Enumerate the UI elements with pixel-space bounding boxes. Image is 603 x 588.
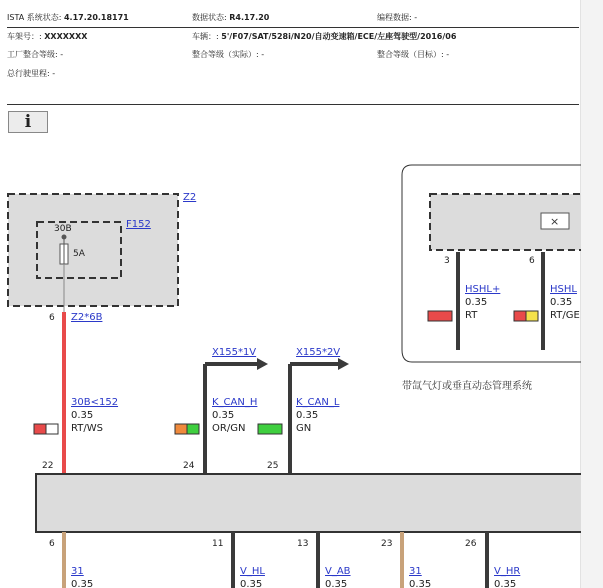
right-wire-b-swatch-red: [514, 311, 526, 321]
wire1-color-swatch-red: [34, 424, 46, 434]
bottom-pin-4-name[interactable]: 31: [409, 566, 422, 577]
wire3-color: GN: [296, 423, 312, 434]
wire2-pin: 24: [183, 461, 195, 471]
fuse-rating: 5A: [73, 249, 85, 259]
wire3-size: 0.35: [296, 410, 319, 421]
right-wire-a-size: 0.35: [465, 297, 488, 308]
wire1-name[interactable]: 30B<152: [71, 397, 119, 408]
z2-label[interactable]: Z2: [183, 192, 197, 203]
bottom-pin-4-size: 0.35: [409, 579, 432, 588]
bottom-pin-3-number: 13: [297, 539, 309, 549]
wire3-name[interactable]: K_CAN_L: [296, 397, 340, 408]
wire3-arrow: [338, 358, 349, 370]
fuse-terminal: 30B: [54, 224, 72, 234]
right-module-symbol-x: ×: [550, 215, 560, 228]
bottom-pin-4-number: 23: [381, 539, 393, 549]
wire2-arrow: [257, 358, 268, 370]
total-mileage: 总行驶里程: -: [7, 69, 56, 78]
f152-label[interactable]: F152: [126, 219, 151, 230]
bottom-pin-1-number: 6: [49, 539, 55, 549]
z2-pin-number: 6: [49, 313, 55, 323]
z2-connector-label[interactable]: Z2*6B: [71, 312, 103, 323]
programming-data: 编程数据: -: [377, 13, 418, 22]
vehicle-info: 车辆：: 5'/F07/SAT/528i/N20/自动变速箱/ECE/左座驾驶型/2016/06: [192, 32, 457, 41]
wire3-connector[interactable]: X155*2V: [296, 347, 341, 358]
right-wire-b-swatch-yellow: [526, 311, 538, 321]
bottom-pin-1-name[interactable]: 31: [71, 566, 84, 577]
right-wire-b-color: RT/GE: [550, 310, 580, 321]
bottom-pin-3-name[interactable]: V_AB: [325, 566, 351, 577]
wire1-color-swatch-white: [46, 424, 58, 434]
info-button[interactable]: i: [8, 111, 48, 133]
optional-group-caption: 带氙气灯或垂直动态管理系统: [402, 381, 532, 392]
factory-integration-level: 工厂整合等级: -: [7, 50, 64, 59]
right-wire-b-size: 0.35: [550, 297, 573, 308]
wire2-color-swatch-green: [187, 424, 199, 434]
actual-integration-level: 整合等级（实际）: -: [192, 50, 265, 59]
bottom-pin-5-name[interactable]: V_HR: [494, 566, 521, 577]
right-wire-b-name[interactable]: HSHL: [550, 284, 577, 295]
bottom-pin-3-size: 0.35: [325, 579, 348, 588]
wire2-connector[interactable]: X155*1V: [212, 347, 257, 358]
scrollbar[interactable]: [580, 0, 603, 588]
wire2-name[interactable]: K_CAN_H: [212, 397, 258, 408]
right-wire-a-pin: 3: [444, 256, 450, 266]
z2-module: [8, 194, 178, 306]
wire2-size: 0.35: [212, 410, 235, 421]
bottom-pin-5-size: 0.35: [494, 579, 517, 588]
bottom-pin-2-name[interactable]: V_HL: [240, 566, 265, 577]
control-unit: [36, 474, 581, 532]
right-wire-a-swatch-red: [428, 311, 452, 321]
right-wire-b-pin: 6: [529, 256, 535, 266]
wire1-pin: 22: [42, 461, 54, 471]
bottom-pin-2-number: 11: [212, 539, 224, 549]
ista-status: ISTA 系统状态: 4.17.20.18171: [7, 13, 129, 22]
bottom-pin-5-number: 26: [465, 539, 477, 549]
vin: 车架号：: XXXXXXX: [7, 32, 88, 41]
right-wire-a-color: RT: [465, 310, 478, 321]
target-integration-level: 整合等级（目标）: -: [377, 50, 450, 59]
right-wire-a-name[interactable]: HSHL+: [465, 284, 501, 295]
wire2-color: OR/GN: [212, 423, 246, 434]
data-status: 数据状态: R4.17.20: [192, 13, 270, 22]
wire3-color-swatch-green: [258, 424, 282, 434]
bottom-pin-2-size: 0.35: [240, 579, 263, 588]
wire2-color-swatch-orange: [175, 424, 187, 434]
wire1-size: 0.35: [71, 410, 94, 421]
bottom-pin-1-size: 0.35: [71, 579, 94, 588]
wire3-pin: 25: [267, 461, 279, 471]
wire1-color: RT/WS: [71, 423, 103, 434]
